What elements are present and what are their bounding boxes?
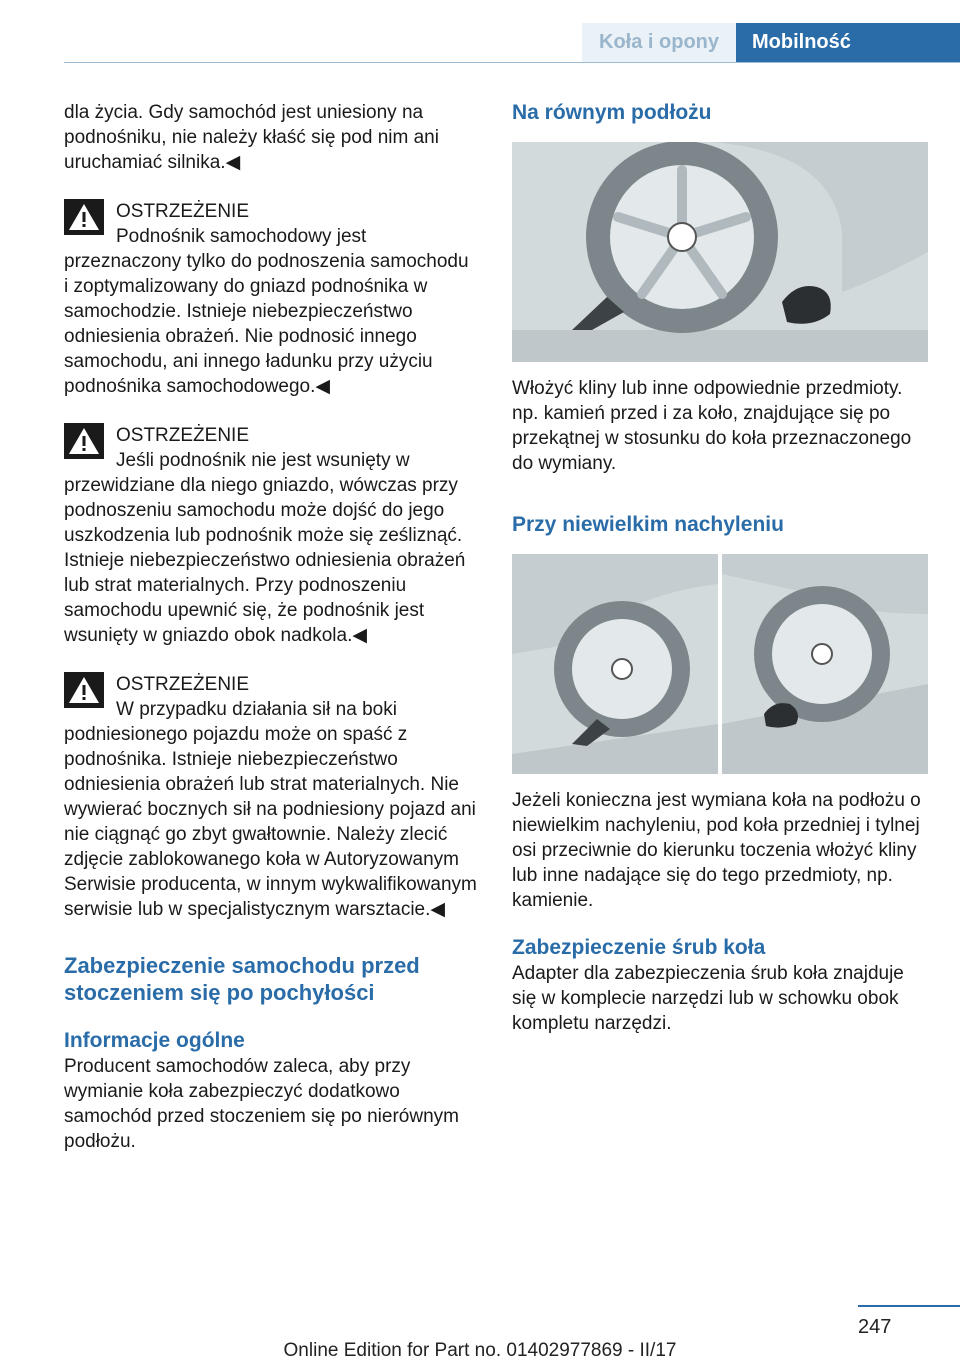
subsection-title-wheel-bolt-lock: Zabezpieczenie śrub koła xyxy=(512,936,766,959)
header-chapter-tab: Mobilność xyxy=(736,23,960,62)
warning-icon xyxy=(64,672,104,708)
warning-icon xyxy=(64,199,104,235)
slight-slope-illustration xyxy=(512,554,928,774)
warning-block-2 xyxy=(64,423,478,648)
warning-block-1 xyxy=(64,199,478,399)
warning-text: Podnośnik samochodowy jest przeznaczony tylko do podnoszenia samochodu i zoptymalizowany do gniazd podnośnika w samochodzie. Istnieje niebezpieczeństwo odniesienia obrażeń. Nie podnosić innego samochodu, ani innego ładunku przy użyciu podnośnika samochodowego.◀ xyxy=(64,226,469,397)
page-number: 247 xyxy=(858,1316,892,1338)
general-info-paragraph: Producent samochodów zaleca, aby przy wymianie koła zabezpieczyć dodatkowo samochód przed stoczeniem się po nierównym podłożu. xyxy=(64,1056,459,1152)
subsection-title-flat-ground: Na równym podłożu xyxy=(512,101,712,124)
warning-title: OSTRZEŻENIE xyxy=(116,674,250,695)
flat-ground-paragraph: Włożyć kliny lub inne odpowiednie przedmioty. np. kamień przed i za koło, znajdujące się po przekątnej w stosunku do koła przeznaczonego do wymiany. xyxy=(512,378,912,474)
subsection-title-slight-slope: Przy niewielkim nachyleniu xyxy=(512,513,784,536)
right-column xyxy=(512,100,926,1036)
slight-slope-paragraph: Jeżeli konieczna jest wymiana koła na podłożu o niewielkim nachyleniu, pod koła przedniej i tylnej osi przeciwnie do kierunku toczenia włożyć kliny lub inne nadające się do tego przedmioty, np. kamienie. xyxy=(512,790,921,911)
header-section-tab: Koła i opony xyxy=(582,23,736,62)
flat-ground-illustration xyxy=(512,142,928,362)
header-rule xyxy=(64,62,960,63)
left-column xyxy=(64,100,478,1154)
footer-rule xyxy=(858,1305,960,1307)
intro-paragraph: dla życia. Gdy samochód jest uniesiony na podnośniku, nie należy kłaść się pod nim ani uruchamiać silnika.◀ xyxy=(64,102,439,173)
warning-icon xyxy=(64,423,104,459)
warning-block-3 xyxy=(64,672,478,922)
edition-footer: Online Edition for Part no. 01402977869 - II/17 xyxy=(283,1340,677,1361)
warning-title: OSTRZEŻENIE xyxy=(116,201,250,222)
warning-text: W przypadku działania sił na boki podniesionego pojazdu może on spaść z podnośnika. Istnieje niebezpieczeństwo odniesienia obrażeń lub strat materialnych. Nie wywierać bocznych sił na podniesiony pojazd ani nie ciągnąć go zbyt gwałtownie. Należy zlecić zdjęcie zablokowanego koła w Autoryzowanym Serwisie producenta, w innym wykwalifikowanym serwisie lub w specjalistycznym warsztacie.◀ xyxy=(64,699,477,920)
section-title-roll-safety: Zabezpieczenie samochodu przed stoczeniem się po pochyłości xyxy=(64,953,420,1005)
warning-text: Jeśli podnośnik nie jest wsunięty w przewidziane dla niego gniazdo, wówczas przy podnoszeniu samochodu może dojść do jego uszkodzenia lub podnośnik może się ześliznąć. Istnieje niebezpieczeństwo odniesienia obrażeń lub strat materialnych. Przy podnoszeniu samochodu upewnić się, że podnośnik jest wsunięty w gniazdo obok nadkola.◀ xyxy=(64,450,466,646)
subsection-title-general-info: Informacje ogólne xyxy=(64,1029,245,1052)
warning-title: OSTRZEŻENIE xyxy=(116,425,250,446)
wheel-bolt-lock-paragraph: Adapter dla zabezpieczenia śrub koła znajduje się w komplecie narzędzi lub w schowku obok kompletu narzędzi. xyxy=(512,963,904,1034)
